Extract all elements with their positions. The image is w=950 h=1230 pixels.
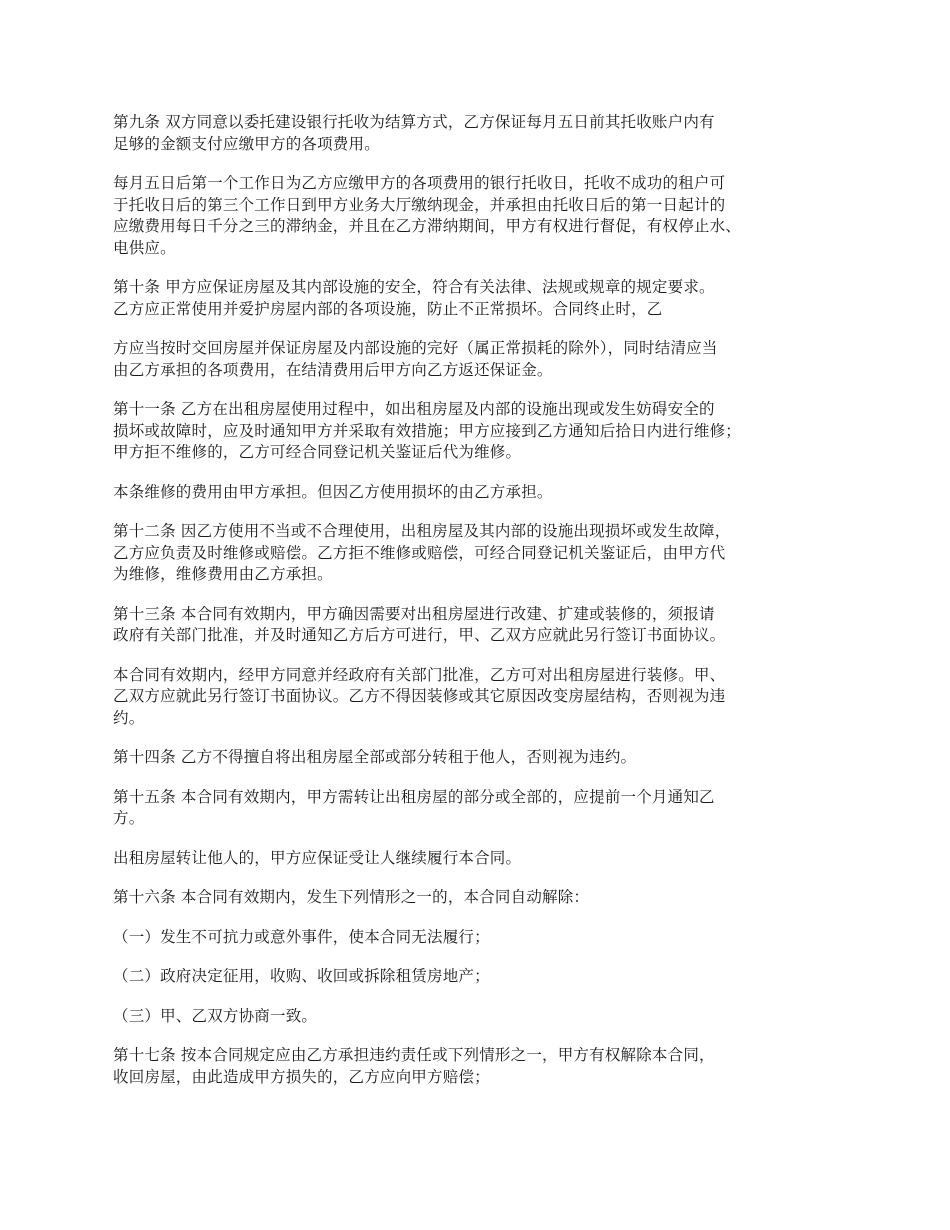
document-body (113, 112, 853, 1106)
paragraph-article-17: 第十七条 按本合同规定应由乙方承担违约责任或下列情形之一，甲方有权解除本合同， 收回房屋，由此造成甲方损失的，乙方应向甲方赔偿； (113, 1046, 715, 1086)
paragraph-article-15-transfer: 出租房屋转让他人的，甲方应保证受让人继续履行本合同。 (113, 848, 522, 867)
paragraph-article-12: 第十二条 因乙方使用不当或不合理使用，出租房屋及其内部的设施出现损坏或发生故障， 乙方应负责及时维修或赔偿。乙方拒不维修或赔偿，可经合同登记机关鉴证后，由甲方代 为维修，维修费用由乙方承担。 (113, 522, 731, 583)
paragraph-article-14: 第十四条 乙方不得擅自将出租房屋全部或部分转租于他人，否则视为违约。 (113, 748, 637, 766)
paragraph-article-9: 第九条 双方同意以委托建设银行托收为结算方式，乙方保证每月五日前其托收账户内有 足够的金额支付应缴甲方的各项费用。 (113, 113, 715, 153)
paragraph-article-9-collection: 每月五日后第一个工作日为乙方应缴甲方的各项费用的银行托收日，托收不成功的租户可 于托收日后的第三个工作日到甲方业务大厅缴纳现金，并承担由托收日后的第一日起计的 应缴费用每日千分之三的滞纳金，并且在乙方滞纳期间，甲方有权进行督促，有权停止水、 电供应。 (113, 174, 742, 257)
paragraph-article-11: 第十一条 乙方在出租房屋使用过程中，如出租房屋及内部的设施出现或发生妨碍安全的 损坏或故障时，应及时通知甲方并采取有效措施；甲方应接到乙方通知后拾日内进行维修； 甲方拒不维修的，乙方可经合同登记机关鉴证后代为维修。 (113, 400, 742, 461)
paragraph-article-10: 第十条 甲方应保证房屋及其内部设施的安全，符合有关法律、法规或规章的规定要求。 乙方应正常使用并爱护房屋内部的各项设施，防止不正常损坏。合同终止时，乙 (113, 278, 715, 318)
paragraph-article-10-continued: 方应当按时交回房屋并保证房屋及内部设施的完好（属正常损耗的除外），同时结清应当 由乙方承担的各项费用，在结清费用后甲方向乙方返还保证金。 (113, 339, 718, 379)
list-item-16-3: （三）甲、乙双方协商一致。 (113, 1006, 318, 1025)
paragraph-article-15: 第十五条 本合同有效期内，甲方需转让出租房屋的部分或全部的，应提前一个月通知乙 方。 (113, 787, 715, 827)
paragraph-article-13-renovation: 本合同有效期内，经甲方同意并经政府有关部门批准，乙方可对出租房屋进行装修。甲、 乙双方应就此另行签订书面协议。乙方不得因装修或其它原因改变房屋结构，否则视为违 约。 (113, 665, 726, 727)
paragraph-article-11-costs: 本条维修的费用由甲方承担。但因乙方使用损坏的由乙方承担。 (113, 482, 553, 501)
paragraph-article-13: 第十三条 本合同有效期内，甲方确因需要对出租房屋进行改建、扩建或装修的，须报请 政府有关部门批准，并及时通知乙方后方可进行，甲、乙双方应就此另行签订书面协议。 (113, 604, 726, 644)
list-item-16-1: （一）发生不可抗力或意外事件，使本合同无法履行； (113, 927, 490, 946)
paragraph-article-16: 第十六条 本合同有效期内，发生下列情形之一的，本合同自动解除： (113, 888, 590, 906)
list-item-16-2: （二）政府决定征用，收购、收回或拆除租赁房地产； (113, 967, 490, 985)
